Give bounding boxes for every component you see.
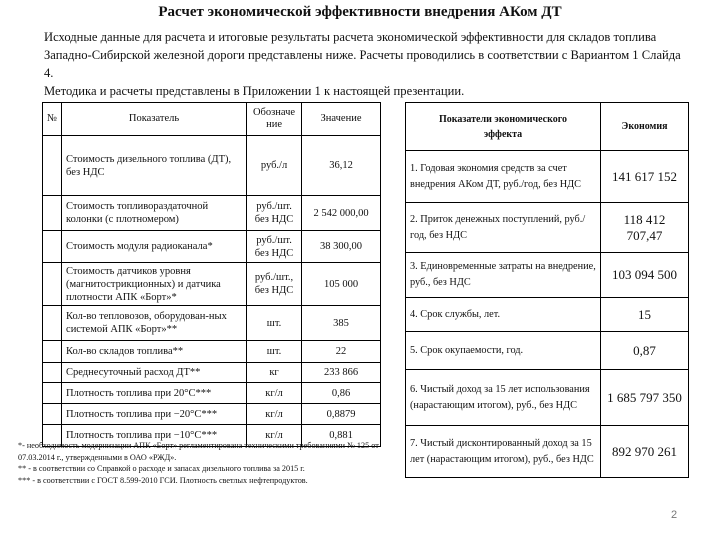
cell-indicator: 6. Чистый доход за 15 лет использования (нарастающим итогом), руб., без НДС <box>406 370 601 426</box>
table-row <box>43 383 381 404</box>
cell-value: 892 970 261 <box>601 426 689 478</box>
cell-num <box>43 231 62 263</box>
cell-unit: шт. <box>247 341 302 363</box>
cell-num <box>43 263 62 306</box>
cell-num <box>43 306 62 341</box>
cell-value: 141 617 152 <box>601 151 689 203</box>
header-unit: Обозначение <box>247 103 302 136</box>
table-row <box>43 196 381 231</box>
intro-paragraph: Исходные данные для расчета и итоговые результаты расчета экономической эффективности для складов топлива Западно-Сибирской железной дороги представлены ниже. Расчеты проводились в соответствии с Вариантом 1 Слайда 4. <box>44 30 681 80</box>
cell-unit: руб./шт. без НДС <box>247 231 302 263</box>
cell-num <box>43 196 62 231</box>
slide-title: Расчет экономической эффективности внедрения АКом ДТ <box>158 4 562 20</box>
cell-value: 385 <box>302 306 381 341</box>
cell-indicator: Плотность топлива при −20°C*** <box>62 404 247 425</box>
table-row <box>43 341 381 363</box>
table-row <box>406 253 689 298</box>
cell-value: 2 542 000,00 <box>302 196 381 231</box>
table-row <box>406 151 689 203</box>
cell-unit: кг/л <box>247 383 302 404</box>
header-savings: Экономия <box>601 103 689 151</box>
header-num: № <box>43 103 62 136</box>
cell-unit: руб./шт., без НДС <box>247 263 302 306</box>
header-value: Значение <box>302 103 381 136</box>
intro-text <box>44 28 684 100</box>
table-row <box>43 363 381 383</box>
table-row <box>406 332 689 370</box>
cell-indicator: 5. Срок окупаемости, год. <box>406 332 601 370</box>
page-number: 2 <box>671 509 678 521</box>
cell-unit: руб./шт. без НДС <box>247 196 302 231</box>
cell-indicator: Среднесуточный расход ДТ** <box>62 363 247 383</box>
table-row <box>406 370 689 426</box>
input-data-table <box>42 102 381 447</box>
cell-value: 22 <box>302 341 381 363</box>
table-row <box>43 306 381 341</box>
cell-indicator: Плотность топлива при 20°C*** <box>62 383 247 404</box>
cell-unit: шт. <box>247 306 302 341</box>
cell-num <box>43 383 62 404</box>
cell-unit: руб./л <box>247 136 302 196</box>
table-row <box>43 404 381 425</box>
cell-indicator: Стоимость модуля радиоканала* <box>62 231 247 263</box>
table-header-row <box>406 103 689 151</box>
table-row <box>406 203 689 253</box>
footnote: *** - в соответствии с ГОСТ 8.599-2010 ГСИ. Плотность светлых нефтепродуктов. <box>18 475 308 485</box>
cell-indicator: Кол-во складов топлива** <box>62 341 247 363</box>
cell-num <box>43 404 62 425</box>
cell-num <box>43 363 62 383</box>
cell-indicator: Стоимость датчиков уровня (магнитострикционных) и датчика плотности АПК «Борт»* <box>62 263 247 306</box>
cell-indicator: 7. Чистый дисконтированный доход за 15 лет (нарастающим итогом), руб., без НДС <box>406 426 601 478</box>
table-row <box>43 136 381 196</box>
cell-value: 0,87 <box>601 332 689 370</box>
cell-value: 1 685 797 350 <box>601 370 689 426</box>
cell-value: 233 866 <box>302 363 381 383</box>
cell-unit: кг/л <box>247 404 302 425</box>
cell-indicator: Плотность топлива при −10°C*** <box>62 425 247 447</box>
cell-indicator: Стоимость топливораздаточной колонки (с плотномером) <box>62 196 247 231</box>
cell-value: 0,8879 <box>302 404 381 425</box>
cell-num <box>43 136 62 196</box>
table-row <box>406 298 689 332</box>
header-indicator: Показатели экономического эффекта <box>406 103 601 151</box>
cell-value: 15 <box>601 298 689 332</box>
cell-indicator: Стоимость дизельного топлива (ДТ), без НДС <box>62 136 247 196</box>
table-header-row <box>43 103 381 136</box>
table-row <box>43 231 381 263</box>
cell-indicator: 4. Срок службы, лет. <box>406 298 601 332</box>
table-row <box>406 426 689 478</box>
cell-indicator: 3. Единовременные затраты на внедрение, руб., без НДС <box>406 253 601 298</box>
cell-value: 118 412 707,47 <box>601 203 689 253</box>
cell-indicator: 2. Приток денежных поступлений, руб./год, без НДС <box>406 203 601 253</box>
header-indicator: Показатель <box>62 103 247 136</box>
economic-effect-table <box>405 102 689 478</box>
cell-value: 0,86 <box>302 383 381 404</box>
footnotes <box>18 440 408 486</box>
table-row <box>43 263 381 306</box>
cell-unit: кг/л <box>247 425 302 447</box>
cell-unit: кг <box>247 363 302 383</box>
cell-num <box>43 341 62 363</box>
cell-value: 38 300,00 <box>302 231 381 263</box>
cell-indicator: Кол-во тепловозов, оборудован-ных системой АПК «Борт»** <box>62 306 247 341</box>
footnote: *- необходимость модернизации АПК «Борт» регламентирована техническими требованиями № 125 от 07.03.2014 г., утвержденными в ОАО «РЖД». <box>18 441 379 462</box>
cell-indicator: 1. Годовая экономия средств за счет внедрения АКом ДТ, руб./год, без НДС <box>406 151 601 203</box>
cell-value: 36,12 <box>302 136 381 196</box>
cell-value: 103 094 500 <box>601 253 689 298</box>
footnote: ** - в соответствии со Справкой о расходе и запасах дизельного топлива за 2015 г. <box>18 464 305 473</box>
cell-value: 0,881 <box>302 425 381 447</box>
cell-value: 105 000 <box>302 263 381 306</box>
intro-paragraph: Методика и расчеты представлены в Приложении 1 к настоящей презентации. <box>44 84 465 98</box>
